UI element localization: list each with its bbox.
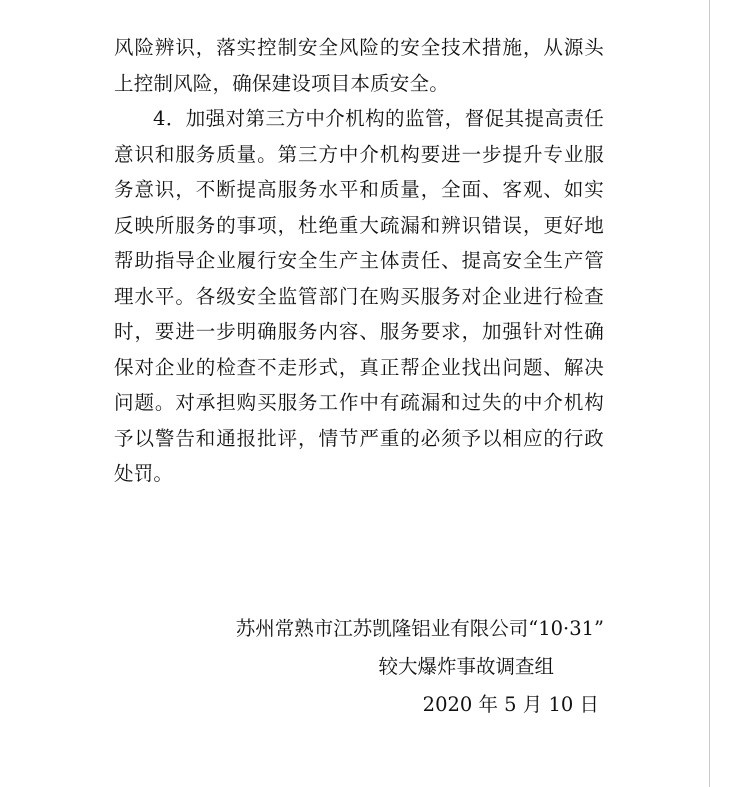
page-edge-rule bbox=[709, 0, 710, 787]
paragraph-continued: 风险辨识，落实控制安全风险的安全技术措施，从源头上控制风险，确保建设项目本质安全。 bbox=[114, 36, 604, 95]
signature-date: 2020 年 5 月 10 日 bbox=[422, 692, 599, 716]
signature-group: 较大爆炸事故调查组 bbox=[378, 654, 554, 678]
signature-organization: 苏州常熟市江苏凯隆铝业有限公司“10·31” bbox=[235, 616, 604, 640]
signature-block bbox=[114, 610, 604, 724]
document-body bbox=[114, 30, 604, 724]
paragraph-item-4: 4．加强对第三方中介机构的监管，督促其提高责任意识和服务质量。第三方中介机构要进一步提升专业服务意识，不断提高服务水平和质量，全面、客观、如实反映所服务的事项，杜绝重大疏漏和辨识错误，更好地帮助指导企业履行安全生产主体责任、提高安全生产管理水平。各级安全监管部门在购买服务对企业进行检查时，要进一步明确服务内容、服务要求，加强针对性确保对企业的检查不走形式，真正帮企业找出问题、解决问题。对承担购买服务工作中有疏漏和过失的中介机构予以警告和通报批评，情节严重的必须予以相应的行政处罚。 bbox=[114, 107, 604, 485]
signature-spacer bbox=[114, 492, 604, 552]
